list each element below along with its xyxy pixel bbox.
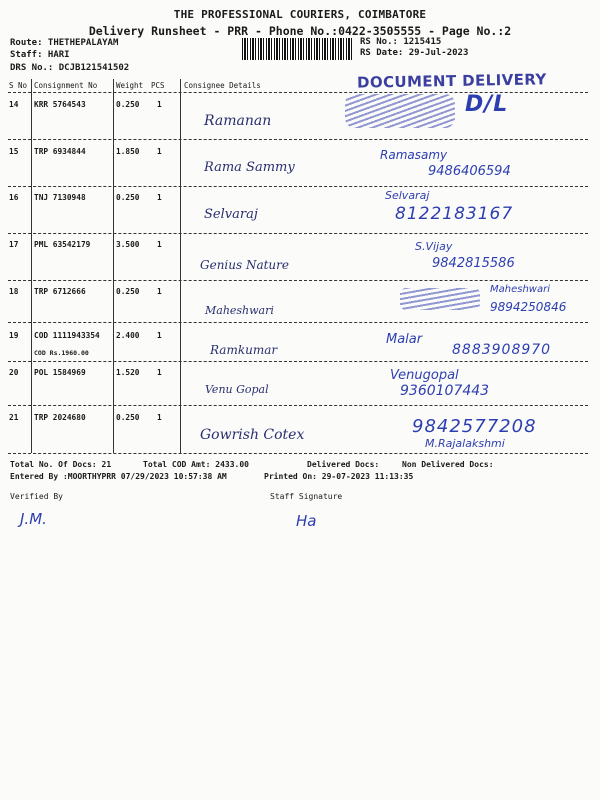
- phone-handwriting: 9894250846: [490, 300, 567, 314]
- row-separator: [8, 186, 588, 187]
- phone-handwriting: 9842815586: [432, 256, 515, 271]
- row-consignment: TRP 2024680: [34, 413, 86, 422]
- row-consignment: TRP 6934844: [34, 147, 86, 156]
- phone-handwriting: 8122183167: [395, 204, 514, 224]
- row-sno: 20: [9, 368, 19, 377]
- document-delivery-stamp: DOCUMENT DELIVERY: [356, 70, 547, 92]
- staff-label: Staff: HARI: [10, 50, 70, 60]
- row-weight: 0.250: [116, 100, 140, 109]
- row-sno: 21: [9, 413, 19, 422]
- barcode: [242, 38, 352, 60]
- signature-handwriting: Selvaraj: [385, 189, 430, 202]
- non-delivered-docs: Non Delivered Docs:: [402, 460, 494, 469]
- consignee-handwriting: Genius Nature: [200, 258, 289, 272]
- route-label: Route: THETHEPALAYAM: [10, 38, 119, 48]
- delivered-docs: Delivered Docs:: [307, 460, 380, 469]
- rs-number: RS No.: 1215415: [360, 37, 442, 47]
- row-pcs: 1: [157, 368, 162, 377]
- row-pcs: 1: [157, 147, 162, 156]
- phone-handwriting: 8883908970: [452, 342, 552, 358]
- consignee-handwriting: Maheshwari: [205, 304, 274, 317]
- signature-handwriting: Maheshwari: [490, 284, 550, 295]
- row-separator: [8, 322, 588, 323]
- row-pcs: 1: [157, 240, 162, 249]
- row-weight: 0.250: [116, 287, 140, 296]
- row-separator: [8, 453, 588, 454]
- cod-amount: COD Rs.1960.00: [34, 349, 89, 357]
- consignee-handwriting: Gowrish Cotex: [200, 427, 305, 443]
- row-sno: 15: [9, 147, 19, 156]
- consignee-handwriting: Ramanan: [204, 113, 272, 129]
- runsheet-title: Delivery Runsheet - PRR - Phone No.:0422-3505555 - Page No.:2: [88, 24, 512, 38]
- row-consignment: TRP 6712666: [34, 287, 86, 296]
- row-consignment: COD 1111943354: [34, 331, 100, 340]
- company-title: THE PROFESSIONAL COURIERS, COIMBATORE: [173, 8, 427, 21]
- printed-on: Printed On: 29-07-2023 11:13:35: [264, 472, 414, 481]
- row-separator: [8, 361, 588, 362]
- col-pcs: PCS: [151, 81, 165, 90]
- scribble-mark: [400, 288, 480, 310]
- row-consignment: TNJ 7130948: [34, 193, 86, 202]
- signature-handwriting: D/L: [465, 92, 509, 117]
- row-weight: 3.500: [116, 240, 140, 249]
- drs-number: DRS No.: DCJB121541502: [10, 63, 130, 73]
- phone-handwriting: 9360107443: [400, 383, 490, 399]
- row-separator: [8, 233, 588, 234]
- row-weight: 2.400: [116, 331, 140, 340]
- consignee-handwriting: Ramkumar: [210, 343, 278, 357]
- row-pcs: 1: [157, 331, 162, 340]
- consignee-handwriting: Rama Sammy: [204, 160, 295, 175]
- signature-handwriting: M.Rajalakshmi: [425, 437, 505, 450]
- verified-signature: J.M.: [20, 510, 47, 528]
- staff-signature: Ha: [296, 512, 317, 530]
- row-weight: 1.850: [116, 147, 140, 156]
- column-rule: [113, 79, 114, 453]
- col-sno: S No: [9, 81, 28, 90]
- phone-handwriting: 9842577208: [412, 416, 537, 437]
- row-sno: 18: [9, 287, 19, 296]
- phone-handwriting: 9486406594: [428, 164, 511, 179]
- consignee-handwriting: Selvaraj: [204, 207, 258, 222]
- row-separator: [8, 280, 588, 281]
- verified-by-label: Verified By: [10, 492, 63, 501]
- consignee-handwriting: Venu Gopal: [205, 383, 269, 396]
- col-consignment: Consignment No: [34, 81, 98, 90]
- row-weight: 0.250: [116, 193, 140, 202]
- total-cod-amount: Total COD Amt: 2433.00: [143, 460, 249, 469]
- col-weight: Weight: [116, 81, 144, 90]
- staff-signature-label: Staff Signature: [270, 492, 343, 501]
- row-pcs: 1: [157, 193, 162, 202]
- scribble-mark: [345, 94, 455, 128]
- row-weight: 0.250: [116, 413, 140, 422]
- signature-handwriting: Venugopal: [390, 368, 459, 383]
- row-sno: 16: [9, 193, 19, 202]
- total-docs: Total No. Of Docs: 21: [10, 460, 112, 469]
- row-consignment: PML 63542179: [34, 240, 91, 249]
- row-pcs: 1: [157, 287, 162, 296]
- rs-date: RS Date: 29-Jul-2023: [360, 48, 469, 58]
- row-sno: 17: [9, 240, 19, 249]
- row-pcs: 1: [157, 100, 162, 109]
- col-consignee: Consignee Details: [184, 81, 261, 90]
- row-separator: [8, 139, 588, 140]
- column-rule: [31, 79, 32, 453]
- signature-handwriting: S.Vijay: [415, 240, 453, 253]
- entered-by: Entered By :MOORTHYPRR 07/29/2023 10:57:38 AM: [10, 472, 227, 481]
- column-rule: [180, 79, 181, 453]
- row-pcs: 1: [157, 413, 162, 422]
- row-weight: 1.520: [116, 368, 140, 377]
- row-consignment: KRR 5764543: [34, 100, 86, 109]
- signature-handwriting: Ramasamy: [380, 148, 448, 162]
- row-consignment: POL 1584969: [34, 368, 86, 377]
- signature-handwriting: Malar: [386, 332, 423, 347]
- row-sno: 19: [9, 331, 19, 340]
- row-sno: 14: [9, 100, 19, 109]
- row-separator: [8, 405, 588, 406]
